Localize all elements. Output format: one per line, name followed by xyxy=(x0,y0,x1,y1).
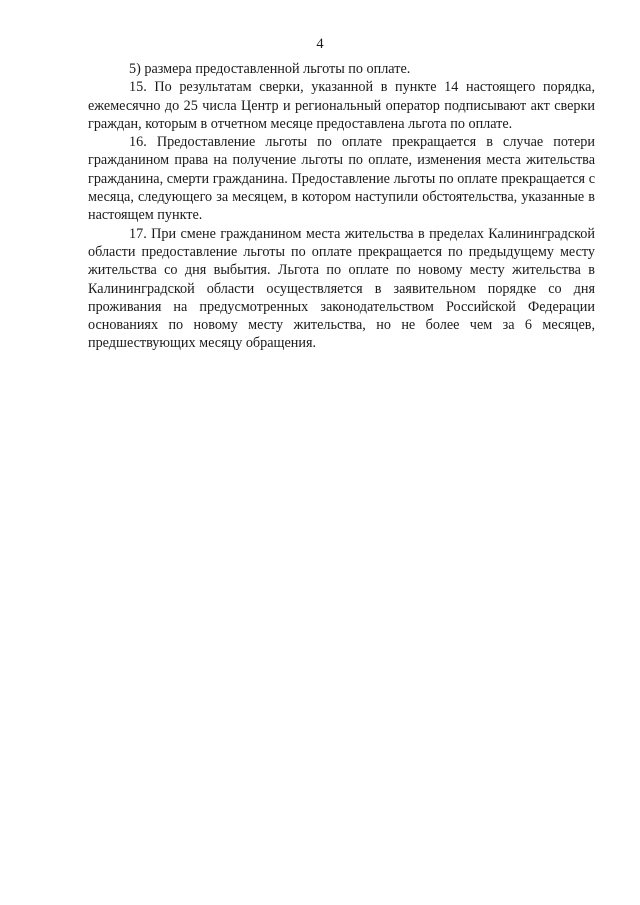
paragraph-17-residence-change: 17. При смене гражданином места жительства в пределах Калининградской области предоставление льготы по оплате прекращается по предыдущему месту жительства со дня выбытия. Льгота по оплате по новому месту жительства в Калининградской области осуществляется в заявительном порядке со дня проживания на предусмотренных законодательством Российской Федерации основаниях по новому месту жительства, но не более чем за 6 месяцев, предшествующих месяцу обращения. xyxy=(88,225,595,352)
paragraph-item-5: 5) размера предоставленной льготы по оплате. xyxy=(129,61,411,77)
page-number: 4 xyxy=(316,36,324,52)
document-body xyxy=(88,60,595,353)
paragraph-15-reconciliation: 15. По результатам сверки, указанной в пункте 14 настоящего порядка, ежемесячно до 25 числа Центр и региональный оператор подписывают акт сверки граждан, которым в отчетном месяце предоставлена льгота по оплате. xyxy=(88,79,595,132)
paragraph-16-termination: 16. Предоставление льготы по оплате прекращается в случае потери гражданином права на получение льготы по оплате, изменения места жительства гражданина, смерти гражданина. Предоставление льготы по оплате прекращается с месяца, следующего за месяцем, в котором наступили обстоятельства, указанные в настоящем пункте. xyxy=(88,134,595,224)
